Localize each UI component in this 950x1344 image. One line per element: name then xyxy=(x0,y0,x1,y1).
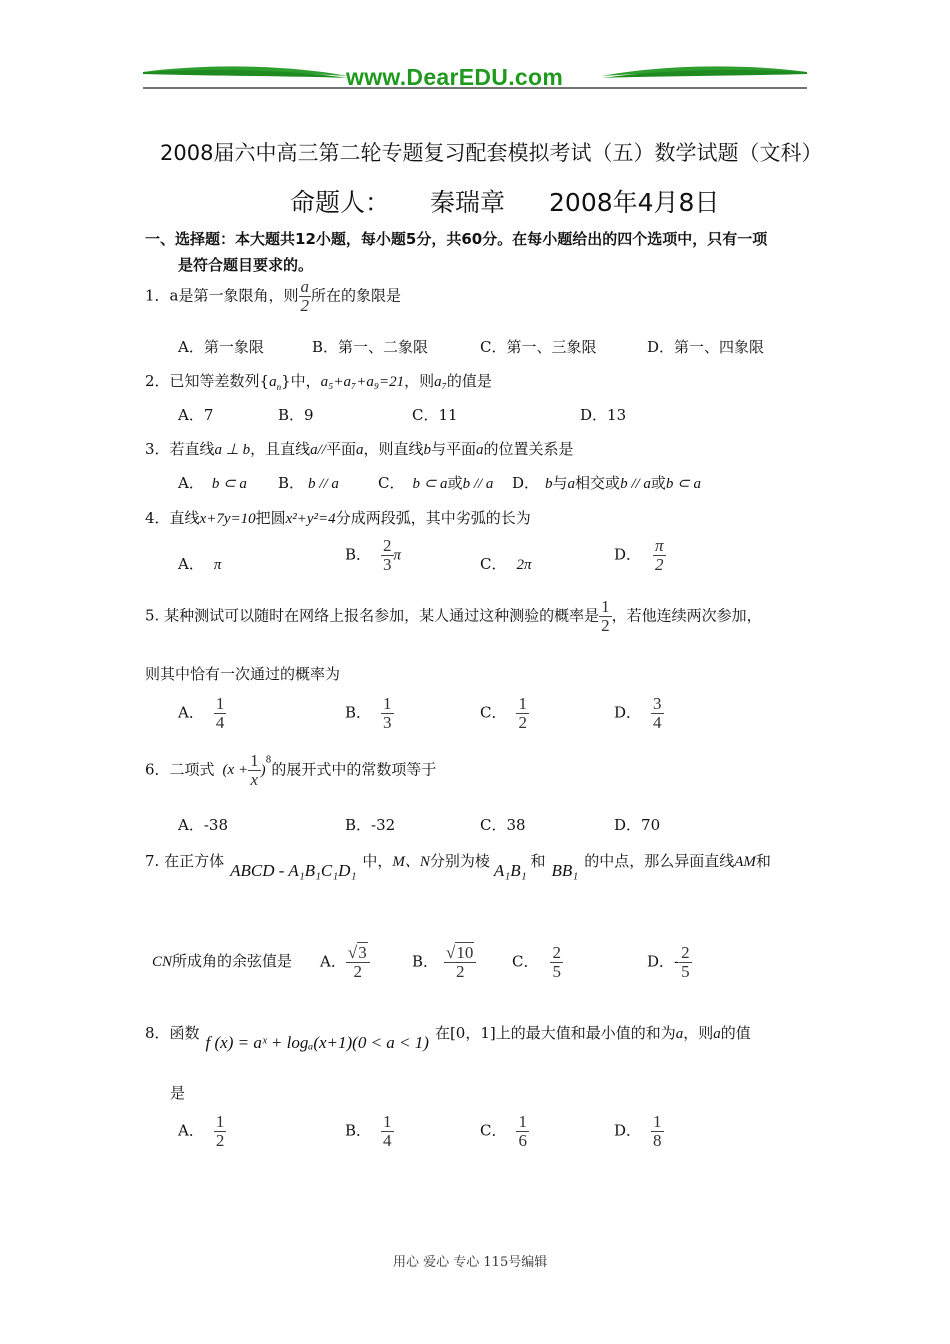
q2-option-a[interactable]: A．7 xyxy=(178,406,214,424)
q6-option-d[interactable]: D．70 xyxy=(614,816,661,834)
q2-option-d[interactable]: D．13 xyxy=(580,406,627,424)
q4-option-c[interactable]: C． 2π xyxy=(480,555,532,573)
q5-option-d[interactable]: D． $\frac{3}{4}$ xyxy=(614,694,662,732)
page-footer: 用心 爱心 专心 115号编辑 xyxy=(393,1255,548,1270)
question-4: 4．直线x+7y=10把圆x²+y²=4分成两段弧，其中劣弧的长为 xyxy=(145,509,531,527)
q3-option-a[interactable]: A． b ⊂ a xyxy=(178,474,247,492)
q8-option-c[interactable]: C． $\frac{1}{6}$ xyxy=(480,1112,527,1150)
author-date: 2008年4月8日 xyxy=(549,188,720,217)
section-heading: 一、选择题：本大题共12小题，每小题5分，共60分。在每小题给出的四个选项中，只有一项 xyxy=(145,230,768,248)
q3-option-c[interactable]: C． b ⊂ a或b // a xyxy=(378,474,494,492)
question-5-line2: 则其中恰有一次通过的概率为 xyxy=(145,665,341,683)
q4-option-d[interactable]: D． $\frac{\pi}{2}$ xyxy=(614,536,664,574)
q1-option-b[interactable]: B．第一、二象限 xyxy=(312,338,429,356)
q8-option-a[interactable]: A． $\frac{1}{2}$ xyxy=(178,1112,225,1150)
author-name: 秦瑞章 xyxy=(430,188,506,217)
q1-option-a[interactable]: A．第一象限 xyxy=(178,338,264,356)
q8-option-b[interactable]: B． $\frac{1}{4}$ xyxy=(345,1112,392,1150)
q6-option-b[interactable]: B．-32 xyxy=(345,816,396,834)
page-title: 2008届六中高三第二轮专题复习配套模拟考试（五）数学试题（文科） xyxy=(160,141,823,165)
question-3: 3．若直线a ⊥ b，且直线a//平面a，则直线b与平面a的位置关系是 xyxy=(145,440,574,458)
question-6: 6．二项式 (x + $\frac{1}{x}$ )$^8$的展开式中的常数项等于 xyxy=(145,751,437,789)
question-8-line2: 是 xyxy=(170,1084,186,1102)
question-2: 2．已知等差数列$\{a_n\}$中，a₅+a₇+a₉=21，则a₇的值是 xyxy=(145,372,492,392)
question-7: 7. 在正方体 ABCD - A₁B₁C₁D₁ 中，M、N分别为棱 A₁B₁ 和 BB₁ 的中点，那么异面直线AM和 xyxy=(145,852,771,880)
q7-option-a[interactable]: A． $\frac{√3}{2}$ xyxy=(320,944,370,981)
section-heading-cont: 是符合题目要求的。 xyxy=(178,256,314,274)
q6-option-c[interactable]: C．38 xyxy=(480,816,526,834)
q6-option-a[interactable]: A．-38 xyxy=(178,816,228,834)
author-label: 命题人： xyxy=(290,188,391,217)
q5-option-c[interactable]: C． $\frac{1}{2}$ xyxy=(480,694,527,732)
q2-option-b[interactable]: B．9 xyxy=(278,406,314,424)
q7-option-d[interactable]: D．- $\frac{2}{5}$ xyxy=(647,943,690,981)
q2-option-c[interactable]: C．11 xyxy=(412,406,458,424)
q1-fraction: $\frac{a}{2}$ xyxy=(300,277,309,315)
q5-fraction: $\frac{1}{2}$ xyxy=(601,597,610,635)
q3-option-b[interactable]: B． b // a xyxy=(278,474,339,492)
q8-option-d[interactable]: D． $\frac{1}{8}$ xyxy=(614,1112,662,1150)
q4-option-a[interactable]: A． π xyxy=(178,555,222,573)
q4-option-b[interactable]: B． $\frac{2}{3}$ π xyxy=(345,536,402,574)
question-7-line2: CN所成角的余弦值是 xyxy=(152,952,293,970)
q1-option-c[interactable]: C．第一、三象限 xyxy=(480,338,597,356)
q5-option-b[interactable]: B． $\frac{1}{3}$ xyxy=(345,694,392,732)
q3-option-d[interactable]: D． b与a相交或b // a或b ⊂ a xyxy=(512,474,701,492)
q1-option-d[interactable]: D．第一、四象限 xyxy=(647,338,765,356)
q7-option-b[interactable]: B． $\frac{√10}{2}$ xyxy=(412,944,476,981)
question-8: 8．函数 f (x) = aˣ + logₐ(x+1)(0 < a < 1) 在[0，1]上的最大值和最小值的和为a，则a的值 xyxy=(145,1024,751,1052)
header-site-text: www.DearEDU.com xyxy=(346,64,564,90)
author-line xyxy=(290,183,719,219)
q7-option-c[interactable]: C． $\frac{2}{5}$ xyxy=(512,943,561,981)
q6-fraction: $\frac{1}{x}$ xyxy=(250,751,259,789)
question-1: 1．a是第一象限角，则 $\frac{a}{2}$ 所在的象限是 xyxy=(145,277,402,315)
question-5: 5. 某种测试可以随时在网络上报名参加，某人通过这种测验的概率是 $\frac{1}{2}$ ，若他连续两次参加， xyxy=(145,597,762,635)
q5-option-a[interactable]: A． $\frac{1}{4}$ xyxy=(178,694,225,732)
